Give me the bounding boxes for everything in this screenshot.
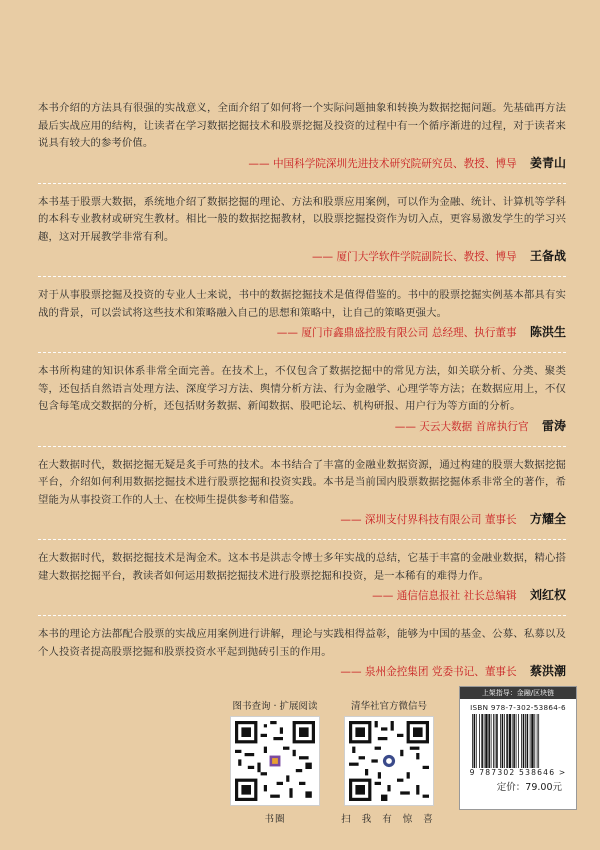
endorser-title: 厦门大学软件学院副院长、教授、博导 xyxy=(336,251,517,263)
endorsement xyxy=(38,287,566,342)
qr-code-book-search[interactable] xyxy=(230,716,320,806)
attribution-dash: —— xyxy=(276,327,298,339)
endorser-title: 通信信息报社 社长总编辑 xyxy=(396,590,517,602)
endorser-title: 厦门市鑫鼎盛控股有限公司 总经理、执行董事 xyxy=(301,327,517,339)
qr-code-wechat[interactable] xyxy=(344,716,434,806)
divider xyxy=(38,615,566,616)
isbn-barcode-block xyxy=(459,686,577,810)
endorsement xyxy=(38,550,566,605)
endorsement-text: 本书基于股票大数据，系统地介绍了数据挖掘的理论、方法和股票应用案例，可以作为金融、统计、计算机等学科的本科专业教材或研究生教材。相比一般的数据挖掘教材，以股票挖掘投资作为切入点，更容易激发学生的学习兴趣，这对开展教学非常有利。 xyxy=(38,195,566,243)
endorser-name: 姜青山 xyxy=(529,155,566,170)
qr-block-book-search xyxy=(225,700,325,825)
attribution-dash: —— xyxy=(394,420,416,433)
divider xyxy=(38,352,566,353)
endorsement xyxy=(38,626,566,681)
qr-title: 图书查询 · 扩展阅读 xyxy=(232,701,318,712)
endorser-title: 深圳支付界科技有限公司 董事长 xyxy=(364,514,517,526)
qr-code-icon xyxy=(235,721,315,801)
endorsement xyxy=(38,363,566,436)
divider xyxy=(38,183,566,184)
endorsement-attribution xyxy=(38,663,566,681)
price: 定价：79.00元 xyxy=(496,782,562,793)
divider xyxy=(38,539,566,540)
attribution-dash: —— xyxy=(248,157,270,170)
endorser-name: 陈洪生 xyxy=(529,325,566,339)
endorser-name: 方耀全 xyxy=(529,512,566,526)
endorser-name: 王备战 xyxy=(529,249,566,263)
endorsement-text: 本书介绍的方法具有很强的实战意义，全面介绍了如何将一个实际问题抽象和转换为数据挖掘问题。先基础再方法最后实战应用的结构，让读者在学习数据挖掘技术和股票挖掘及投资的过程中有一个循序渐进的过程，对于读者来说具有较大的参考价值。 xyxy=(38,102,566,149)
attribution-dash: —— xyxy=(372,590,394,602)
qr-title: 清华社官方微信号 xyxy=(350,701,427,712)
endorsement-attribution xyxy=(38,155,566,173)
endorser-title: 泉州金控集团 党委书记、董事长 xyxy=(364,666,517,678)
isbn-number: ISBN 978-7-302-53864-6 xyxy=(470,703,566,712)
attribution-dash: —— xyxy=(340,666,362,678)
endorsement xyxy=(38,457,566,530)
endorsement-attribution xyxy=(38,511,566,529)
divider xyxy=(38,446,566,447)
shelf-category: 上架指导：金融/区块链 xyxy=(460,687,576,699)
endorsement xyxy=(38,100,566,173)
attribution-dash: —— xyxy=(311,251,334,263)
endorsement-text: 在大数据时代，数据挖掘无疑是炙手可热的技术。本书结合了丰富的金融业数据资源，通过构建的股票大数据挖掘平台，介绍如何利用数据挖掘技术进行股票挖掘和投资实践。本书是当前国内股票数据挖掘体系非常全的著作，希望能为从事投资工作的人士、在校师生提供参考和借鉴。 xyxy=(38,458,566,506)
qr-code-icon xyxy=(349,721,429,801)
qr-caption: 扫 我 有 惊 喜 xyxy=(341,814,437,825)
endorser-name: 刘红权 xyxy=(529,588,566,602)
endorsement-text: 本书所构建的知识体系非常全面完善。在技术上，不仅包含了数据挖掘中的常见方法，如关联分析、分类、聚类等，还包括自然语言处理方法、深度学习方法、舆情分析方法、行为金融学、心理学等方法；在数据应用上，不仅包含每笔成交数据的分析，还包括财务数据、新闻数据、股吧论坛、机构研报、用户行为等方面的分析。 xyxy=(38,365,566,412)
endorsement-text: 对于从事股票挖掘及投资的专业人士来说，书中的数据挖掘技术是值得借鉴的。书中的股票挖掘实例基本都具有实战的背景，可以尝试将这些技术和策略融入自己的思想和策略中，让自己的策略更强大。 xyxy=(38,289,566,319)
divider xyxy=(38,276,566,277)
barcode-icon xyxy=(468,714,568,768)
barcode-digits: 9 787302 538646 > xyxy=(469,768,567,777)
endorsement-attribution xyxy=(38,248,566,266)
endorser-name: 雷涛 xyxy=(541,418,566,433)
endorser-name: 蔡洪潮 xyxy=(529,664,566,678)
endorsement-text: 在大数据时代，数据挖掘技术是淘金术。这本书是洪志令博士多年实战的总结，它基于丰富的金融业数据，精心搭建大数据挖掘平台，教读者如何运用数据挖掘技术进行股票挖掘和投资，是一本稀有的难得力作。 xyxy=(38,552,566,582)
endorsement-list xyxy=(38,100,566,681)
qr-caption: 书圈 xyxy=(264,814,286,825)
attribution-dash: —— xyxy=(340,514,362,526)
endorser-title: 天云大数据 首席执行官 xyxy=(419,420,529,433)
endorsement xyxy=(38,194,566,267)
endorsement-text: 本书的理论方法都配合股票的实战应用案例进行讲解，理论与实践相得益彰，能够为中国的基金、公募、私募以及个人投资者提高股票挖掘和股票投资水平起到抛砖引玉的作用。 xyxy=(38,628,566,658)
qr-block-wechat xyxy=(339,700,439,825)
endorser-title: 中国科学院深圳先进技术研究院研究员、教授、博导 xyxy=(272,157,517,170)
endorsement-attribution xyxy=(38,418,566,436)
endorsement-attribution xyxy=(38,587,566,605)
endorsement-attribution xyxy=(38,324,566,342)
